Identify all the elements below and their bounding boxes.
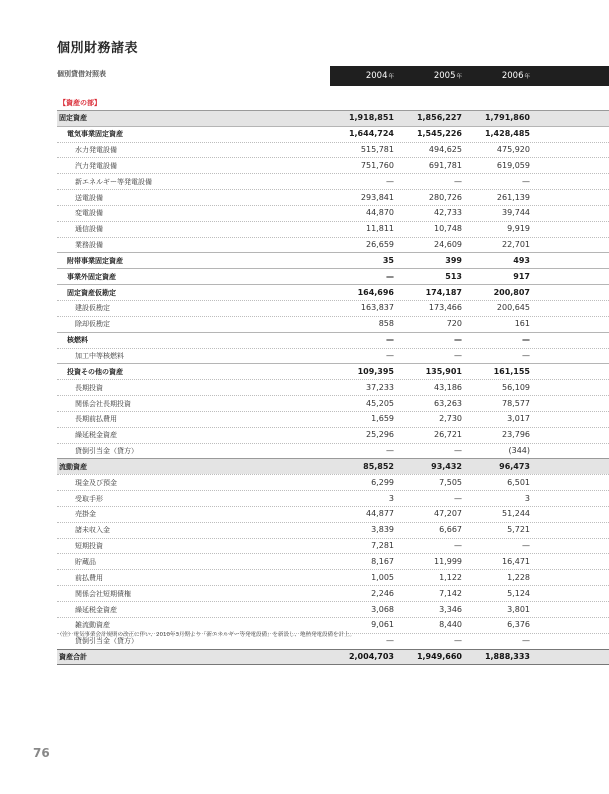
- cell-value: 173,466: [428, 303, 462, 313]
- cell-value: 6,299: [371, 477, 394, 487]
- row-label: 諸未収入金: [75, 526, 110, 535]
- row-label: 除却仮勘定: [75, 320, 110, 329]
- cell-value: 16,471: [502, 556, 530, 566]
- row-label: 貸倒引当金（貸方）: [75, 447, 138, 456]
- row-label: 繰延税金資産: [75, 431, 117, 440]
- column-header-2004: 2004年: [365, 71, 394, 81]
- footnote: （注）電気事業会計規則の改正に伴い、2010年3月期より「新エネルギー等発電設備」を新設し、地熱発電設備を計上。: [57, 632, 356, 638]
- cell-value: 26,721: [434, 430, 462, 440]
- cell-value: 2,004,703: [348, 652, 394, 662]
- row-label: 送電設備: [75, 193, 103, 202]
- cell-value: 494,625: [428, 145, 462, 155]
- row-label: 建設仮勘定: [75, 304, 110, 313]
- table-row: [57, 569, 609, 585]
- cell-value: —: [386, 636, 394, 646]
- row-label: 新エネルギー等発電設備: [75, 177, 152, 186]
- cell-value: 45,205: [366, 398, 394, 408]
- page-number: 76: [33, 746, 50, 760]
- cell-value: 1,428,485: [484, 129, 530, 139]
- cell-value: 5,721: [507, 525, 530, 535]
- cell-value: 8,167: [371, 556, 394, 566]
- cell-value: 691,781: [428, 160, 462, 170]
- cell-value: —: [522, 176, 530, 186]
- table-row: [57, 268, 609, 284]
- row-label: 通信設備: [75, 225, 103, 234]
- cell-value: —: [386, 446, 394, 456]
- cell-value: 1,949,660: [416, 652, 462, 662]
- table-row: [57, 395, 609, 411]
- row-label: 長期投資: [75, 383, 103, 392]
- row-label: 固定資産: [59, 114, 87, 123]
- column-header-2006: 2006年: [501, 71, 530, 81]
- cell-value: 200,645: [496, 303, 530, 313]
- cell-value: 56,109: [502, 382, 530, 392]
- row-label: 資産合計: [59, 653, 87, 662]
- cell-value: 1,791,860: [484, 113, 530, 123]
- row-label: 繰延税金資産: [75, 605, 117, 614]
- cell-value: —: [522, 636, 530, 646]
- table-row: [57, 553, 609, 569]
- cell-value: —: [454, 541, 462, 551]
- table-row: [57, 585, 609, 601]
- cell-value: 2,246: [371, 588, 394, 598]
- cell-value: 51,244: [502, 509, 530, 519]
- cell-value: —: [454, 335, 462, 345]
- table-row: [57, 363, 609, 379]
- cell-value: —: [454, 493, 462, 503]
- table-row: [57, 490, 609, 506]
- cell-value: 22,701: [502, 240, 530, 250]
- row-label: 前払費用: [75, 573, 103, 582]
- cell-value: —: [522, 541, 530, 551]
- cell-value: —: [386, 335, 394, 345]
- cell-value: 1,856,227: [416, 113, 462, 123]
- table-row: [57, 173, 609, 189]
- cell-value: 39,744: [502, 208, 530, 218]
- row-label: 事業外固定資産: [67, 272, 116, 281]
- cell-value: 9,919: [507, 224, 530, 234]
- row-label: 変電設備: [75, 209, 103, 218]
- row-label: 核燃料: [67, 336, 88, 345]
- row-label: 附帯事業固定資産: [67, 256, 123, 265]
- cell-value: 475,920: [496, 145, 530, 155]
- cell-value: 7,281: [371, 541, 394, 551]
- table-row: [57, 522, 609, 538]
- cell-value: 1,545,226: [416, 129, 462, 139]
- table-row: [57, 189, 609, 205]
- row-label: 貸倒引当金（貸方）: [75, 637, 138, 646]
- row-label: 電気事業固定資産: [67, 130, 123, 139]
- row-label: 業務設備: [75, 241, 103, 250]
- cell-value: 515,781: [360, 145, 394, 155]
- cell-value: 24,609: [434, 240, 462, 250]
- cell-value: 6,667: [439, 525, 462, 535]
- table-row: [57, 474, 609, 490]
- cell-value: —: [386, 351, 394, 360]
- row-label: 関係会社短期債権: [75, 589, 131, 598]
- cell-value: 1,122: [439, 572, 462, 582]
- balance-sheet-table: [57, 95, 609, 665]
- cell-value: 3,017: [507, 414, 530, 424]
- section-label: 【資産の部】: [59, 98, 101, 107]
- table-row: [57, 221, 609, 237]
- cell-value: 161: [514, 319, 530, 329]
- table-row: [57, 300, 609, 316]
- table-row: [57, 284, 609, 300]
- cell-value: 1,918,851: [348, 113, 394, 123]
- row-label: 短期投資: [75, 542, 103, 551]
- cell-value: 1,228: [507, 572, 530, 582]
- cell-value: —: [454, 446, 462, 456]
- cell-value: 85,852: [363, 461, 394, 471]
- table-label: 個別貸借対照表: [57, 70, 106, 78]
- cell-value: 135,901: [425, 366, 462, 376]
- cell-value: 280,726: [428, 192, 462, 202]
- table-row: [57, 427, 609, 443]
- cell-value: 161,155: [493, 366, 530, 376]
- cell-value: 163,837: [360, 303, 394, 313]
- cell-value: 164,696: [357, 287, 394, 297]
- cell-value: 7,505: [439, 477, 462, 487]
- table-row: [57, 379, 609, 395]
- cell-value: 44,877: [366, 509, 394, 519]
- table-row: [57, 110, 609, 126]
- cell-value: 23,796: [502, 430, 530, 440]
- cell-value: 63,263: [434, 398, 462, 408]
- table-row: [57, 538, 609, 554]
- cell-value: —: [386, 176, 394, 186]
- cell-value: —: [522, 351, 530, 360]
- cell-value: 11,999: [434, 556, 462, 566]
- row-label: 水力発電設備: [75, 146, 117, 155]
- section-heading: [57, 95, 609, 110]
- cell-value: 8,440: [439, 620, 462, 630]
- cell-value: 7,142: [439, 588, 462, 598]
- cell-value: 5,124: [507, 588, 530, 598]
- row-label: 関係会社長期投資: [75, 399, 131, 408]
- cell-value: 43,186: [434, 382, 462, 392]
- table-row: [57, 126, 609, 142]
- page-title: 個別財務諸表: [57, 41, 139, 56]
- row-label: 汽力発電設備: [75, 161, 117, 170]
- row-label: 長期前払費用: [75, 415, 117, 424]
- row-label: 流動資産: [59, 462, 87, 471]
- cell-value: 35: [382, 255, 394, 265]
- cell-value: 261,139: [496, 192, 530, 202]
- cell-value: 513: [445, 271, 462, 281]
- table-row: [57, 443, 609, 459]
- column-header-2005: 2005年: [433, 71, 462, 81]
- cell-value: 1,644,724: [348, 129, 394, 139]
- cell-value: 6,501: [507, 477, 530, 487]
- row-label: 固定資産仮勘定: [67, 288, 116, 297]
- cell-value: 619,059: [496, 160, 530, 170]
- row-label: 加工中等核燃料: [75, 352, 124, 360]
- cell-value: 720: [446, 319, 462, 329]
- cell-value: 174,187: [425, 287, 462, 297]
- cell-value: 26,659: [366, 240, 394, 250]
- cell-value: 10,748: [434, 224, 462, 234]
- cell-value: 2,730: [439, 414, 462, 424]
- table-row: [57, 237, 609, 253]
- cell-value: 42,733: [434, 208, 462, 218]
- cell-value: 3: [388, 493, 394, 503]
- cell-value: —: [522, 335, 530, 345]
- cell-value: 3: [524, 493, 530, 503]
- cell-value: 6,376: [507, 620, 530, 630]
- table-row: [57, 252, 609, 268]
- cell-value: 11,811: [366, 224, 394, 234]
- cell-value: 1,659: [371, 414, 394, 424]
- cell-value: 3,839: [371, 525, 394, 535]
- cell-value: 3,068: [371, 604, 394, 614]
- cell-value: —: [386, 271, 394, 281]
- cell-value: 1,005: [371, 572, 394, 582]
- cell-value: 93,432: [431, 461, 462, 471]
- table-row: [57, 506, 609, 522]
- table-row: [57, 601, 609, 617]
- cell-value: 9,061: [371, 620, 394, 630]
- cell-value: 109,395: [357, 366, 394, 376]
- cell-value: 200,807: [493, 287, 530, 297]
- table-row: [57, 205, 609, 221]
- table-row: [57, 458, 609, 474]
- row-label: 雑流動資産: [75, 621, 110, 630]
- table-row: [57, 348, 609, 364]
- cell-value: 293,841: [360, 192, 394, 202]
- cell-value: —: [454, 351, 462, 360]
- table-row: [57, 157, 609, 173]
- table-row: [57, 142, 609, 158]
- table-header: [57, 66, 609, 86]
- cell-value: 3,346: [439, 604, 462, 614]
- cell-value: 47,207: [434, 509, 462, 519]
- total-row: [57, 649, 609, 666]
- cell-value: 3,801: [507, 604, 530, 614]
- cell-value: 44,870: [366, 208, 394, 218]
- cell-value: —: [454, 636, 462, 646]
- row-label: 投資その他の資産: [67, 367, 123, 376]
- row-label: 売掛金: [75, 510, 96, 519]
- cell-value: 751,760: [360, 160, 394, 170]
- cell-value: 1,888,333: [484, 652, 530, 662]
- cell-value: 399: [445, 255, 462, 265]
- cell-value: 96,473: [499, 461, 530, 471]
- table-row: [57, 316, 609, 332]
- cell-value: 25,296: [366, 430, 394, 440]
- cell-value: 493: [513, 255, 530, 265]
- row-label: 貯蔵品: [75, 557, 96, 566]
- cell-value: (344): [508, 446, 530, 456]
- cell-value: 858: [378, 319, 394, 329]
- row-label: 受取手形: [75, 494, 103, 503]
- cell-value: 37,233: [366, 382, 394, 392]
- table-row: [57, 332, 609, 348]
- cell-value: 78,577: [502, 398, 530, 408]
- table-row: [57, 411, 609, 427]
- row-label: 現金及び預金: [75, 478, 117, 487]
- cell-value: —: [454, 176, 462, 186]
- cell-value: 917: [513, 271, 530, 281]
